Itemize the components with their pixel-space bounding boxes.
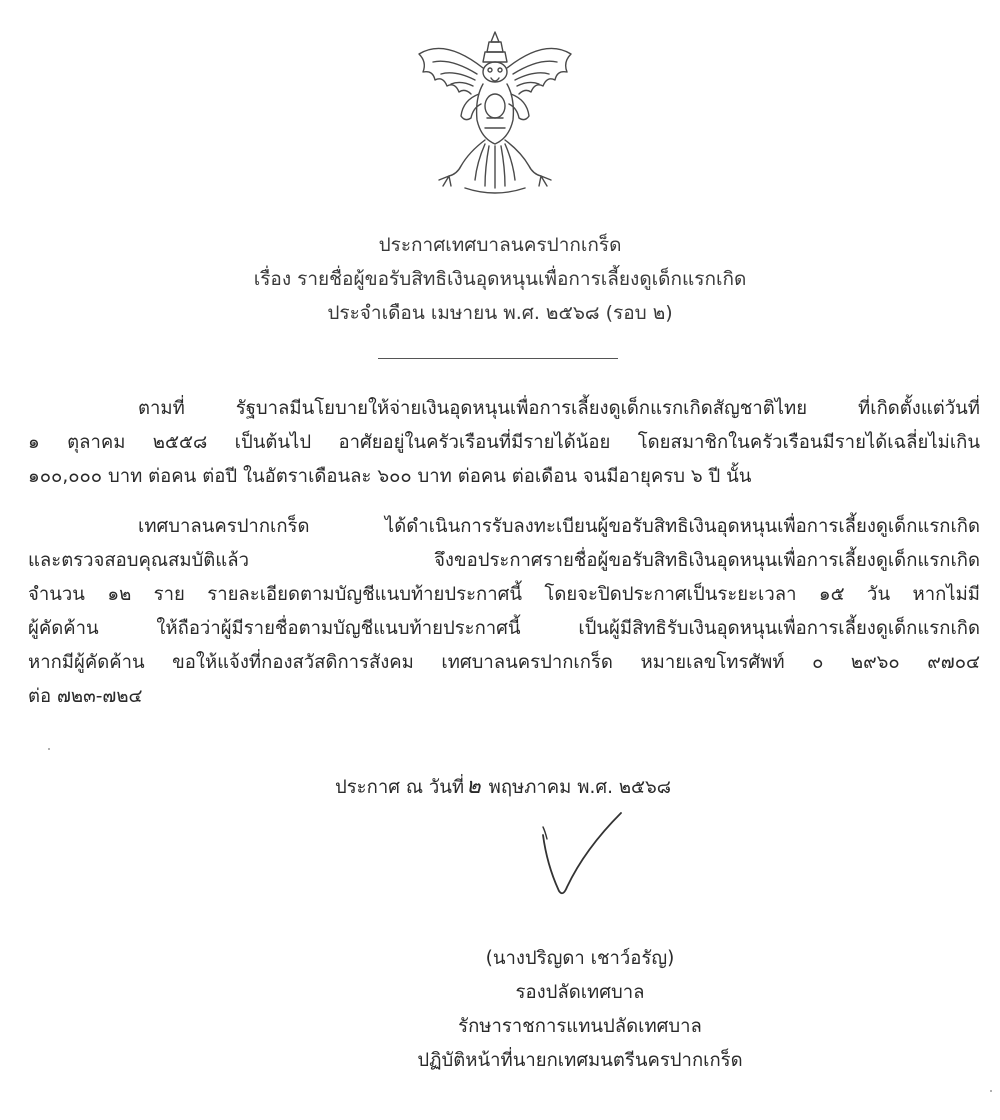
paragraph-1-line-3: ๑๐๐,๐๐๐ บาท ต่อคน ต่อปี ในอัตราเดือนละ ๖๐๐ บาท ต่อคน ต่อเดือน จนมีอายุครบ ๖ ปี นั้น: [28, 466, 752, 487]
paragraph-2-line-6: ต่อ ๗๒๓-๗๒๔: [28, 686, 143, 707]
title-line-1: ประกาศเทศบาลนครปากเกร็ด: [378, 234, 622, 256]
paragraph-2-line-4: ผู้คัดค้าน ให้ถือว่าผู้มีรายชื่อตามบัญชีแนบท้ายประกาศนี้ เป็นผู้มีสิทธิรับเงินอุดหนุนเพื่อการเลี้ยงดูเด็กแรกเกิด: [28, 618, 980, 639]
title-divider: [378, 358, 618, 359]
garuda-emblem-icon: [405, 28, 585, 200]
date-prefix: ประกาศ ณ วันที่: [335, 777, 465, 798]
paragraph-2-line-3: จำนวน ๑๒ ราย รายละเอียดตามบัญชีแนบท้ายประกาศนี้ โดยจะปิดประกาศเป็นระยะเวลา ๑๕ วัน หากไม่มี: [28, 584, 980, 605]
signer-position-2: รักษาราชการแทนปลัดเทศบาล: [458, 1016, 702, 1037]
signer-position-3: ปฏิบัติหน้าที่นายกเทศมนตรีนครปากเกร็ด: [417, 1050, 743, 1071]
body-paragraph-1: [28, 392, 980, 494]
body-paragraph-2: [28, 510, 980, 714]
paragraph-1-line-2: ๑ ตุลาคม ๒๕๕๘ เป็นต้นไป อาศัยอยู่ในครัวเรือนที่มีรายได้น้อย โดยสมาชิกในครัวเรือนมีรายได้เฉลี่ยไม่เกิน: [28, 432, 980, 453]
paragraph-2-line-1: เทศบาลนครปากเกร็ด ได้ดำเนินการรับลงทะเบียนผู้ขอรับสิทธิเงินอุดหนุนเพื่อการเลี้ยงดูเด็กแรกเกิด: [138, 516, 980, 537]
signature-icon: [525, 805, 635, 905]
title-line-2: เรื่อง รายชื่อผู้ขอรับสิทธิเงินอุดหนุนเพื่อการเลี้ยงดูเด็กแรกเกิด: [253, 268, 747, 290]
paragraph-1-line-1: ตามที่ รัฐบาลมีนโยบายให้จ่ายเงินอุดหนุนเพื่อการเลี้ยงดูเด็กแรกเกิดสัญชาติไทย ที่เกิดตั้งแต่วันที่: [138, 398, 980, 419]
date-suffix: พฤษภาคม พ.ศ. ๒๕๖๘: [488, 777, 672, 798]
announcement-date: [335, 770, 671, 805]
paragraph-2-line-5: หากมีผู้คัดค้าน ขอให้แจ้งที่กองสวัสดิการสังคม เทศบาลนครปากเกร็ด หมายเลขโทรศัพท์ ๐ ๒๙๖๐ ๙๗๐๔: [28, 652, 980, 673]
signer-name: (นางปริญดา เชาว์อรัญ): [485, 948, 675, 969]
scan-speck: [48, 748, 50, 750]
signer-block: [380, 942, 780, 1078]
date-day-handwritten: ๒: [466, 774, 481, 799]
signer-position-1: รองปลัดเทศบาล: [515, 982, 645, 1003]
scan-speck: [990, 1090, 992, 1092]
title-line-3: ประจำเดือน เมษายน พ.ศ. ๒๕๖๘ (รอบ ๒): [327, 302, 673, 324]
paragraph-2-line-2: และตรวจสอบคุณสมบัติแล้ว จึงขอประกาศรายชื่อผู้ขอรับสิทธิเงินอุดหนุนเพื่อการเลี้ยงดูเด็กแรกเกิด: [28, 550, 980, 571]
announcement-title: [0, 228, 1000, 330]
